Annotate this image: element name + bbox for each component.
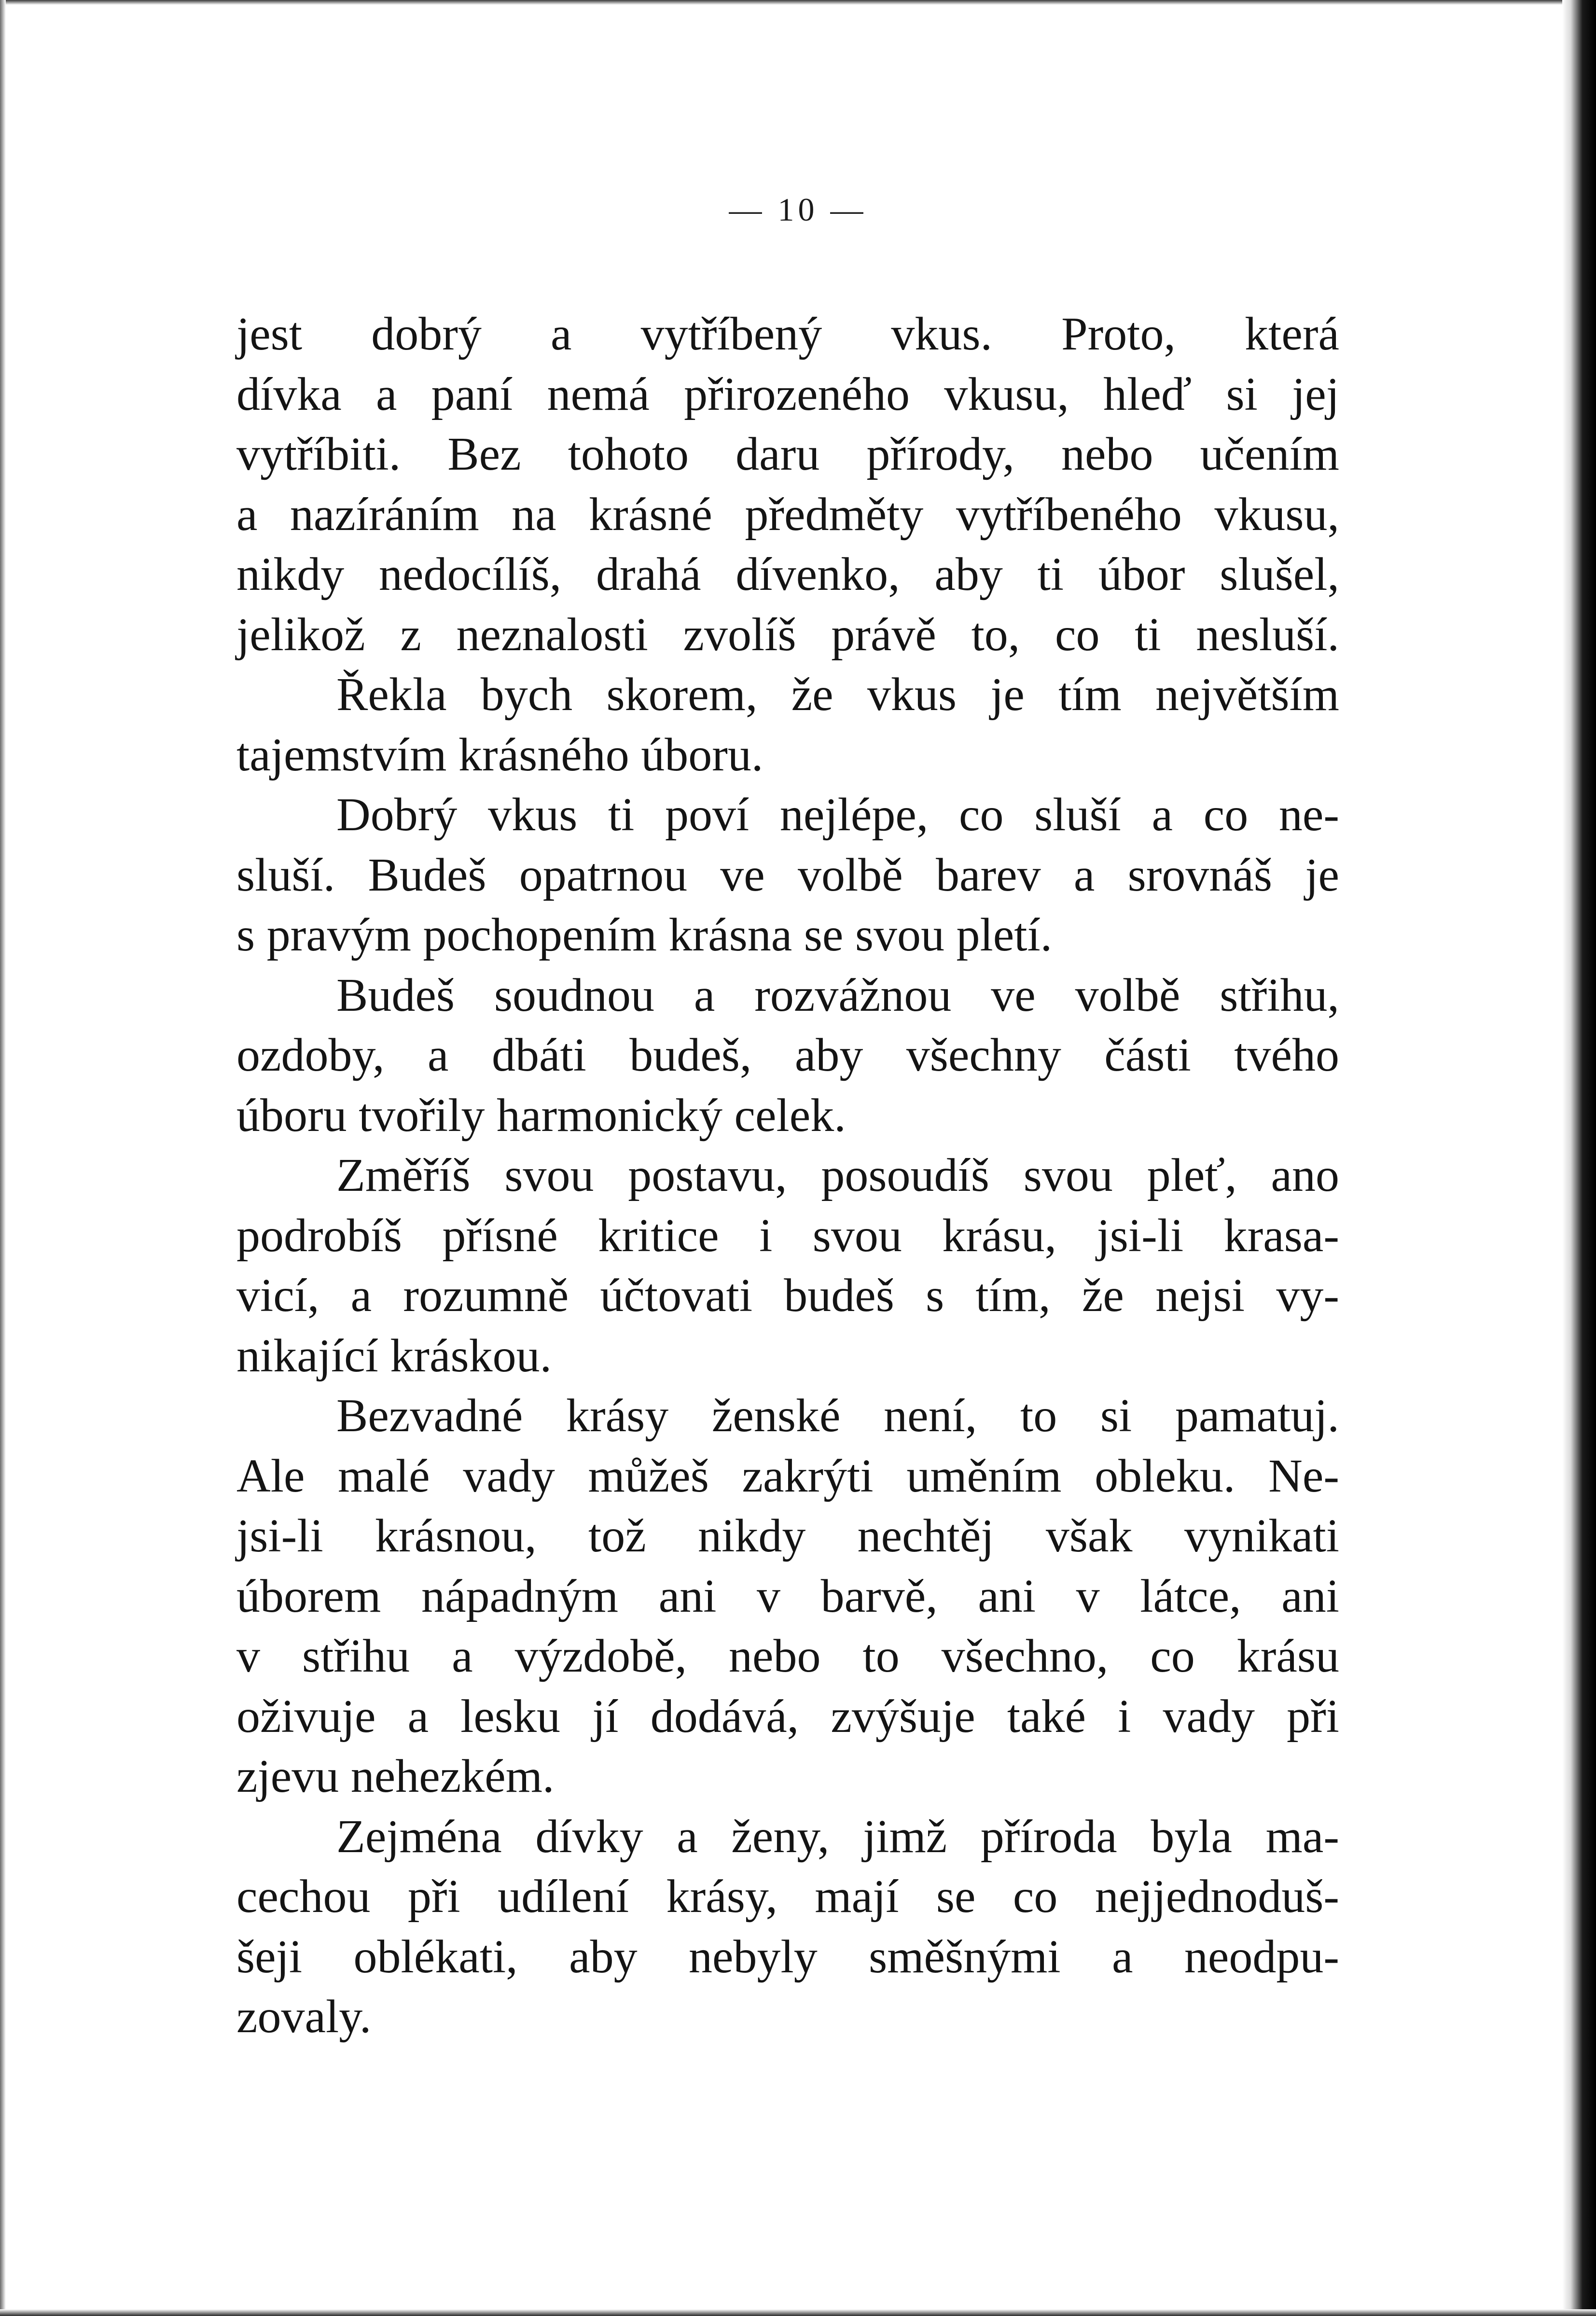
scan-edge-bottom: [0, 2309, 1596, 2316]
text-line: podrobíš přísné kritice i svou krásu, jsi-li krasa-: [236, 1209, 1339, 1262]
text-line: v střihu a výzdobě, nebo to všechno, co krásu: [236, 1630, 1339, 1682]
text-line: jsi-li krásnou, tož nikdy nechtěj však vynikati: [236, 1510, 1339, 1562]
text-line: a nazíráním na krásné předměty vytříbeného vkusu,: [236, 488, 1339, 541]
text-line: zovaly.: [236, 1991, 372, 2043]
text-line: nikdy nedocílíš, drahá dívenko, aby ti úbor slušel,: [236, 548, 1339, 600]
text-line: oživuje a lesku jí dodává, zvýšuje také i vady při: [236, 1690, 1339, 1743]
text-line: vytříbiti. Bez tohoto daru přírody, nebo učením: [236, 428, 1339, 480]
text-line: s pravým pochopením krásna se svou pletí.: [236, 909, 1053, 961]
text-line: dívka a paní nemá přirozeného vkusu, hleď si jej: [236, 368, 1339, 420]
text-line: ozdoby, a dbáti budeš, aby všechny části tvého: [236, 1029, 1339, 1081]
text-line: Dobrý vkus ti poví nejlépe, co sluší a co ne-: [336, 789, 1339, 841]
scan-edge-right: [1562, 0, 1596, 2316]
text-line: úborem nápadným ani v barvě, ani v látce, ani: [236, 1570, 1339, 1622]
page-number: — 10 —: [729, 191, 867, 228]
text-line: Budeš soudnou a rozvážnou ve volbě střihu,: [336, 969, 1339, 1021]
text-line: tajemstvím krásného úboru.: [236, 728, 763, 781]
text-line: úboru tvořily harmonický celek.: [236, 1089, 846, 1142]
text-line: vicí, a rozumně účtovati budeš s tím, že nejsi vy-: [236, 1270, 1339, 1322]
text-line: Zejména dívky a ženy, jimž příroda byla ma-: [336, 1810, 1339, 1863]
scan-edge-left: [0, 0, 6, 2316]
text-line: sluší. Budeš opatrnou ve volbě barev a srovnáš je: [236, 849, 1339, 901]
text-line: Řekla bych skorem, že vkus je tím největším: [336, 669, 1339, 721]
text-line: zjevu nehezkém.: [236, 1750, 555, 1802]
text-line: Bezvadné krásy ženské není, to si pamatuj.: [336, 1390, 1339, 1442]
scan-edge-top: [0, 0, 1596, 5]
text-line: šeji oblékati, aby nebyly směšnými a neodpu-: [236, 1930, 1339, 1983]
text-line: Ale malé vady můžeš zakrýti uměním obleku. Ne-: [236, 1450, 1339, 1502]
text-line: nikající kráskou.: [236, 1329, 552, 1382]
text-line: Změříš svou postavu, posoudíš svou pleť, ano: [336, 1149, 1339, 1201]
text-line: jelikož z neznalosti zvolíš právě to, co ti nesluší.: [236, 608, 1339, 661]
text-line: cechou při udílení krásy, mají se co nejjednoduš-: [236, 1870, 1339, 1923]
body-text: [236, 304, 1339, 2047]
text-line: jest dobrý a vytříbený vkus. Proto, která: [236, 308, 1339, 360]
